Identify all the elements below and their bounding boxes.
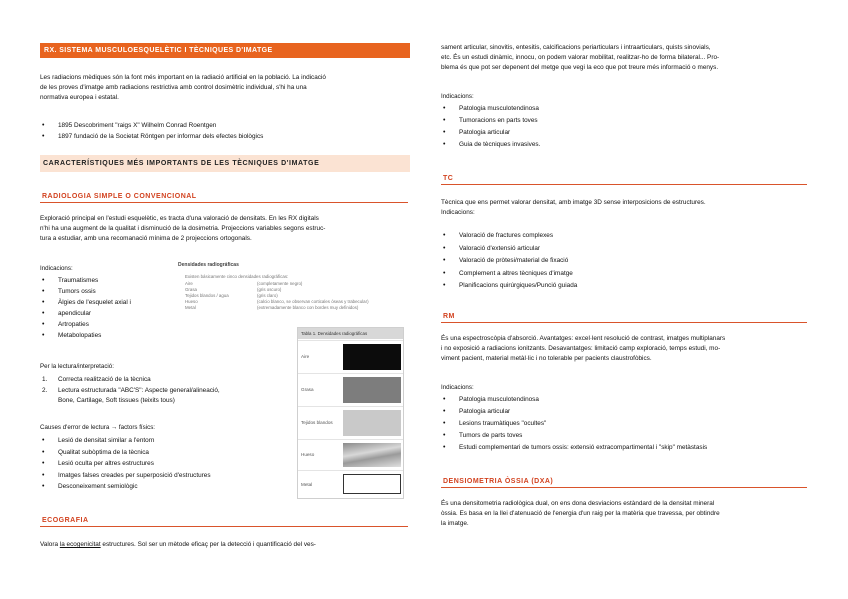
indications-label: Indicacions: [40, 265, 73, 272]
row-name: Metal [185, 305, 196, 310]
subsection-title-rx: RADIOLOGIA SIMPLE O CONVENCIONAL [40, 189, 408, 203]
tc-line: Indicacions: [441, 209, 475, 216]
figure-row-desc: (gris claro) [257, 293, 278, 298]
table-row [298, 340, 403, 373]
intro-line: de les proves d'imatge amb radiacions restrictiva amb control dosimètric individual, s'hi ha una [40, 84, 307, 91]
row-name: Tejidos blandos / agua [185, 293, 229, 298]
row-name: Tejidos blandos [301, 420, 333, 425]
rm-line: És una espectroscòpia d'absorció. Avantatges: excel·lent resolució de contrast, imatges multiplanars [441, 335, 726, 342]
table-row [298, 470, 403, 499]
reading-label: Per la lectura/interpretació: [40, 363, 114, 370]
intro-line: Les radiacions mèdiques són la font més important en la radiació artificial en la població. La indicació [40, 74, 326, 81]
rx-indications-list [40, 275, 131, 341]
figure-row [185, 305, 196, 311]
list-item [40, 375, 240, 386]
list-item: • Patologia musculotendinosa [441, 394, 707, 406]
list-item: • Àlgies de l'esquelet axial i [40, 297, 131, 308]
item-number: 2. [42, 386, 48, 394]
eco-indications-list [441, 103, 540, 151]
list-item: • Valoració de fractures complexes [441, 230, 577, 243]
figure-row-desc: (calcio blanco, se observan corticales óseas y trabecular) [257, 299, 369, 304]
density-swatch [343, 410, 401, 436]
subsection-title-eco: ECOGRAFIA [40, 513, 408, 527]
list-item: • Metabolopaties [40, 330, 131, 341]
eco-continuation [441, 43, 809, 73]
tc-paragraph [441, 198, 809, 218]
errors-label: Causes d'error de lectura → factors físics: [40, 424, 156, 431]
item-text: Correcta realització de la tècnica [58, 376, 151, 383]
list-item: • Estudi complementari de tumors ossis: extensió extracompartimental i "skip" metàstasis [441, 442, 707, 454]
errors-list [40, 435, 211, 493]
list-item: • Patologia articular [441, 127, 540, 139]
density-swatch [343, 474, 401, 494]
rm-indications-label: Indicacions: [441, 384, 474, 391]
dxa-line: És una densitometria radiològica dual, on ens dona desviacions estàndard de la densitat mineral [441, 500, 715, 507]
table-row [298, 373, 403, 406]
figure-row-desc: (completamente negro) [257, 281, 303, 286]
intro-paragraph [40, 73, 410, 103]
eco-underlined-term: la ecogenicitat [59, 541, 101, 548]
eco-paragraph [40, 540, 410, 550]
list-item [40, 396, 240, 407]
density-swatch [343, 377, 401, 403]
rm-paragraph [441, 334, 809, 364]
list-item: • 1897 fundació de la Societat Röntgen per informar dels efectes biològics [40, 132, 263, 143]
list-item: • Desconeixement semiològic [40, 481, 211, 493]
table-title: Tabla 1. Densidades radiográficas [298, 328, 403, 339]
list-item-continuation: apendicular [58, 310, 92, 317]
tc-indications-list [441, 230, 577, 293]
list-item: • Guia de tècniques invasives. [441, 139, 540, 151]
dxa-line: la imatge. [441, 520, 469, 527]
list-item: • Imatges falses creades per superposició d'estructures [40, 470, 211, 482]
intro-line: normativa europea i estatal. [40, 94, 119, 101]
rx-line: n'hi ha una augment de la qualitat i disminució de la dosimetria. Projeccions variables segons estruc- [40, 225, 326, 232]
table-row [298, 439, 403, 470]
list-item: • Patologia articular [441, 406, 707, 418]
row-name: Grasa [185, 287, 197, 292]
dxa-paragraph [441, 499, 809, 529]
list-item: • Valoració d'extensió articular [441, 243, 577, 256]
item-number: 1. [42, 376, 48, 383]
row-name: Grasa [301, 387, 314, 392]
item-text: Bone, Cartilage, Soft tissues (teixits tous) [58, 397, 175, 404]
section-title: CARACTERÍSTIQUES MÉS IMPORTANTS DE LES TÈCNIQUES D'IMATGE [40, 155, 410, 172]
list-item: • 1895 Descobriment "raigs X" Wilhelm Conrad Roentgen [40, 121, 263, 132]
rx-line: tura a estudiar, amb una recomanació mínima de 2 projeccions ortogonals. [40, 235, 252, 242]
density-table [297, 327, 404, 499]
item-text: Lectura estructurada "ABC'S": Aspecte general/alineació, [58, 386, 220, 394]
density-swatch-bone [343, 443, 401, 467]
list-item: • Qualitat subòptima de la tècnica [40, 447, 211, 459]
subsection-title-dxa: DENSIOMETRIA ÒSSIA (DXA) [441, 474, 807, 488]
rx-paragraph [40, 214, 410, 244]
rm-line: i no exposició a radiacions ionitzants. Desavantatges: limitació camp exploració, temps estudi, mo- [441, 345, 721, 352]
figure-title: Densidades radiográficas [178, 262, 239, 268]
list-item: • Lesió de densitat similar a l'entorn [40, 435, 211, 447]
row-name: Aire [185, 281, 193, 286]
eco-line: sament articular, sinovitis, entesitis, calcificacions periarticulars i intraarticulars, quists sinovials, [441, 44, 711, 51]
list-item: • Planificacions quirúrgiques/Punció guiada [441, 280, 577, 293]
row-name: Metal [301, 482, 313, 487]
list-item: • Complement a altres tècniques d'imatge [441, 268, 577, 281]
list-item: • Lesió oculta per altres estructures [40, 458, 211, 470]
reading-list [40, 375, 240, 407]
eco-indications-label: Indicacions: [441, 93, 474, 100]
rm-indications-list [441, 394, 707, 454]
list-item: • Valoració de pròtesi/material de fixació [441, 255, 577, 268]
eco-text: Valora [40, 541, 60, 548]
figure-lead: Existen básicamente cinco densidades radiográficas: [185, 274, 289, 279]
tc-line: Tècnica que ens permet valorar densitat, amb imatge 3D sense interposicions de estructures. [441, 199, 706, 206]
list-item: • Tumors de parts toves [441, 430, 707, 442]
subsection-title-tc: TC [441, 171, 807, 185]
figure-row-desc: (gris oscuro) [257, 287, 282, 292]
table-row [298, 406, 403, 439]
chapter-header: RX. SISTEMA MUSCULOESQUELÈTIC I TÈCNIQUES D'IMATGE [40, 43, 410, 58]
list-item: • Tumoracions en parts toves [441, 115, 540, 127]
eco-line: blema és que pot ser depenent del metge que vegi la eco que pot treure més informació o menys. [441, 64, 719, 71]
list-item [40, 308, 131, 319]
subsection-title-rm: RM [441, 309, 807, 323]
list-item: • Artropaties [40, 319, 131, 330]
history-list [40, 121, 263, 142]
list-item: • Lesions traumàtiques "ocultes" [441, 418, 707, 430]
row-name: Hueso [185, 299, 198, 304]
figure-row-desc: (extremadamente blanco con bordes muy definidos) [257, 305, 359, 310]
density-swatch [343, 344, 401, 370]
dxa-line: òssia. Es basa en la llei d'atenuació de l'energia d'un raig per la matèria que travessa, per obtindre [441, 510, 720, 517]
row-name: Aire [301, 354, 310, 359]
list-item: • Tumors ossis [40, 286, 131, 297]
list-item: • Traumatismes [40, 275, 131, 286]
rm-line: viment pacient, material metàl·lic i no tolerable per pacients claustrofòbics. [441, 355, 652, 362]
row-name: Hueso [301, 452, 315, 457]
rx-line: Exploració principal en l'estudi esquelètic, es tracta d'una valoració de densitats. En les RX digitals [40, 215, 319, 222]
eco-line: etc. És un estudi dinàmic, innocu, on podem valorar mobilitat, realitzar-ho de forma bilateral... Pro- [441, 54, 720, 61]
eco-text: estructures. Sol ser un mètode eficaç per la detecció i quantificació del ves- [100, 541, 316, 548]
list-item: • Patologia musculotendinosa [441, 103, 540, 115]
list-item [40, 386, 240, 397]
